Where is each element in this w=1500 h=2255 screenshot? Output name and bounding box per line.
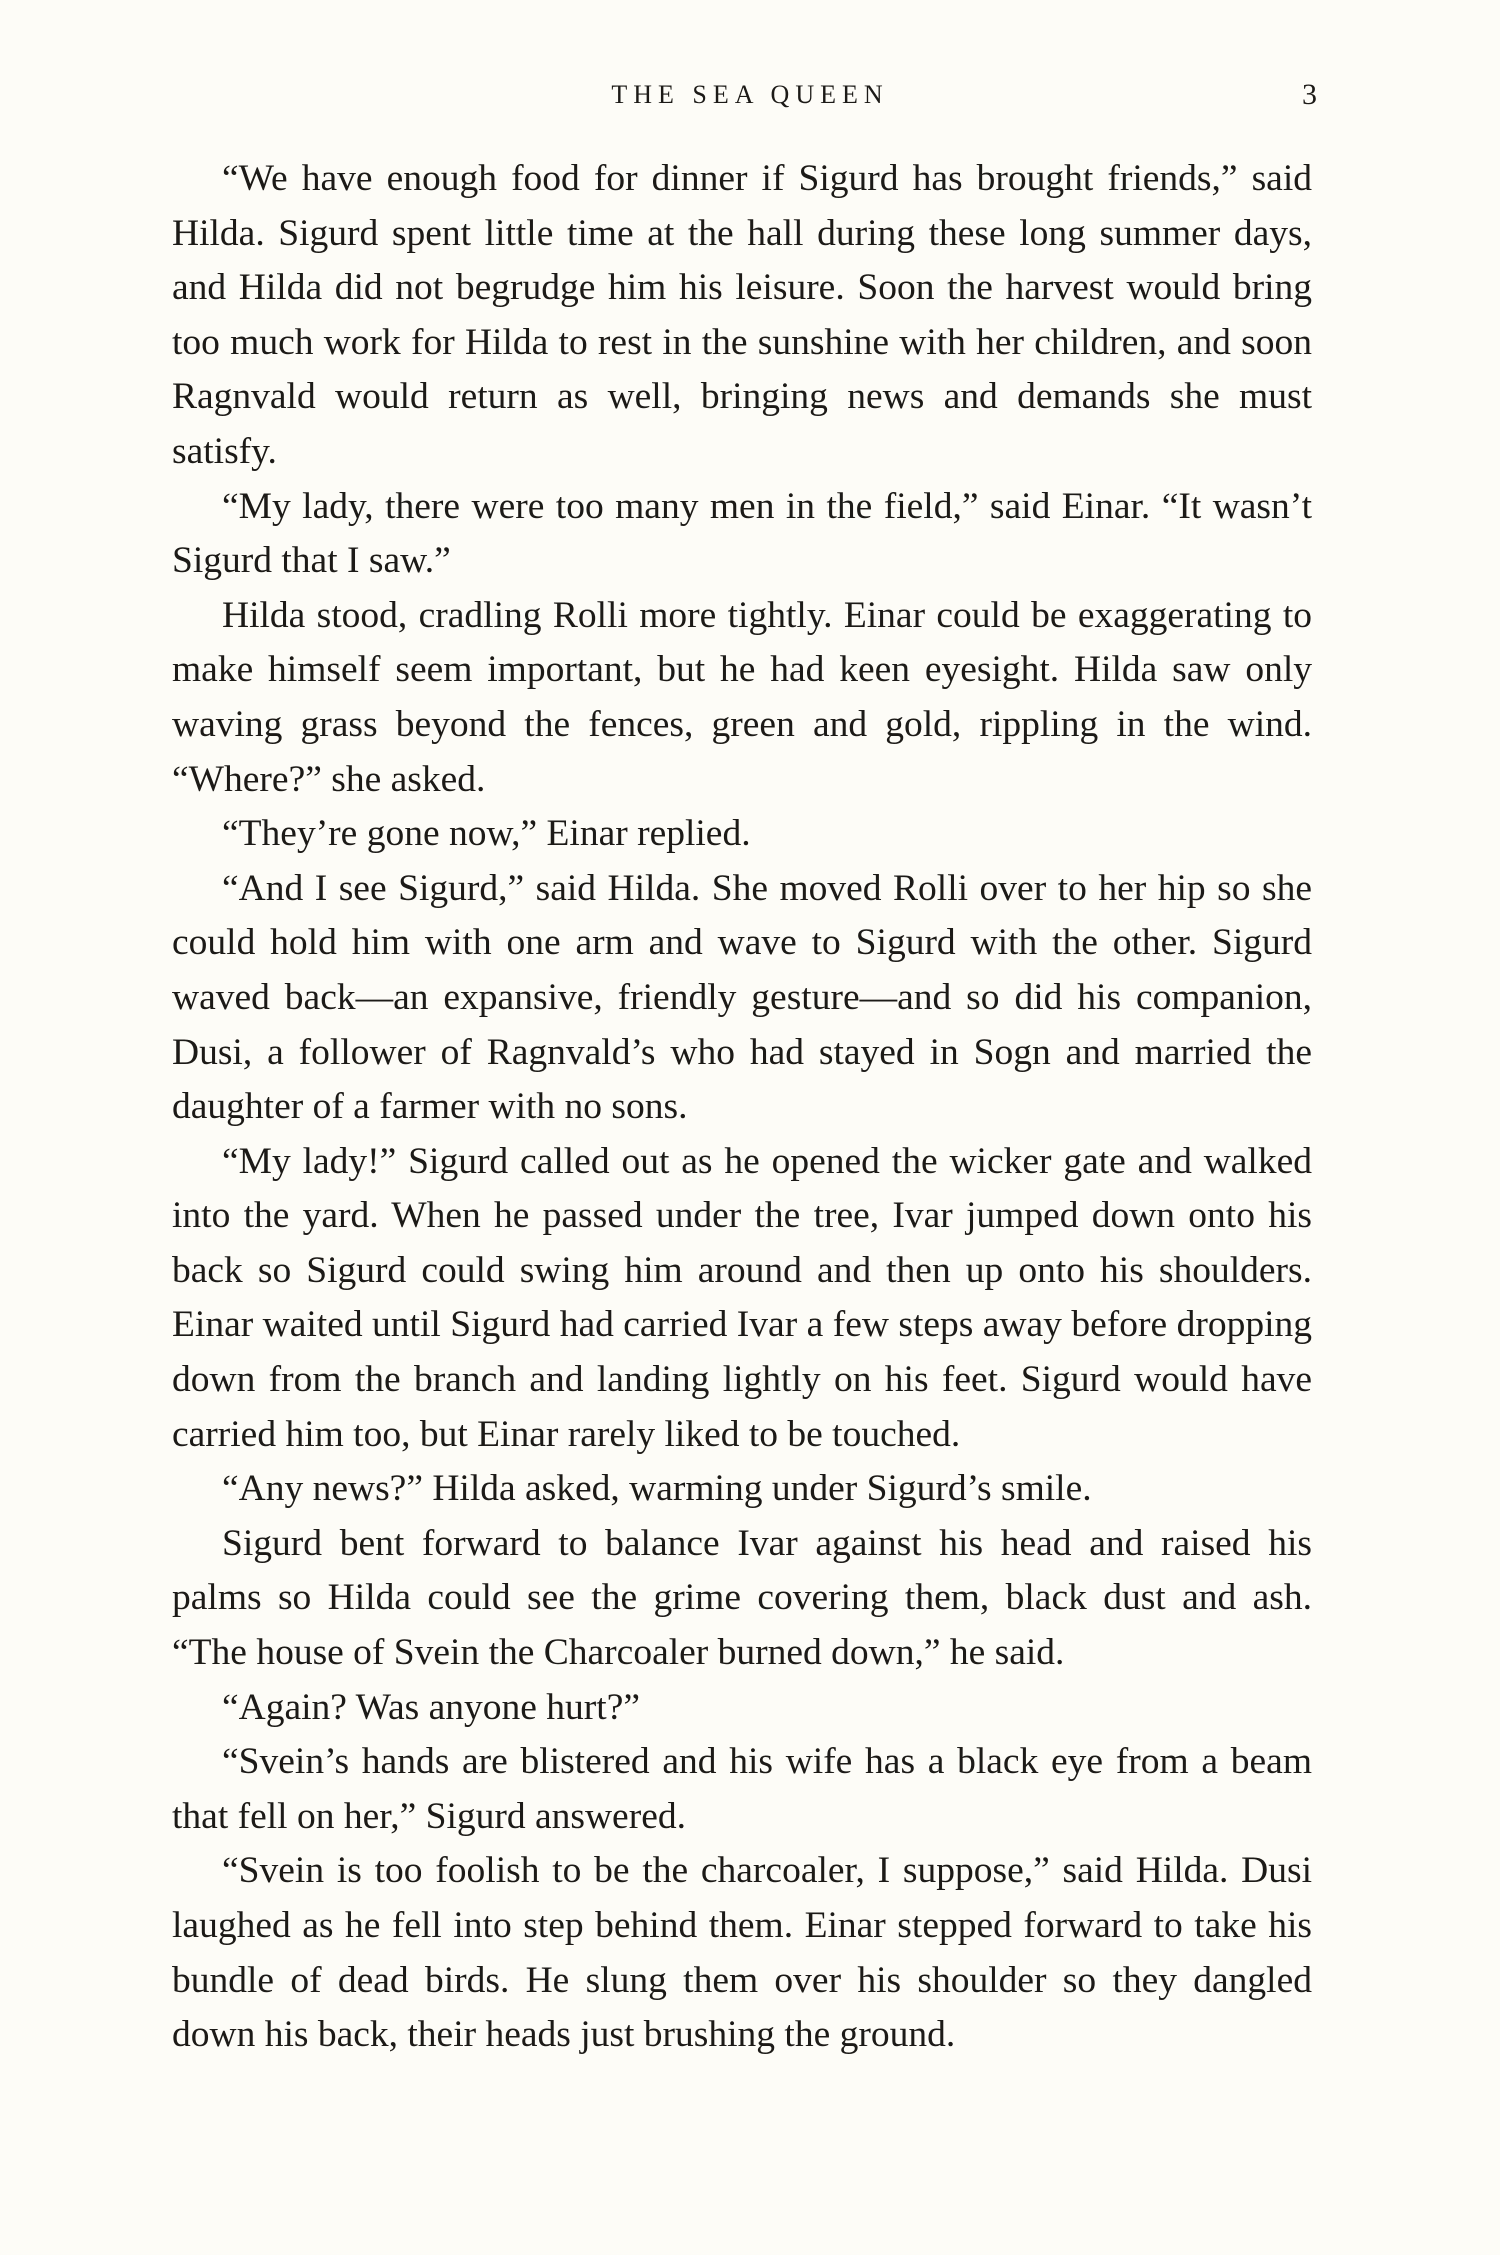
body-text bbox=[172, 152, 1312, 2063]
paragraph: “We have enough food for dinner if Sigurd has brought friends,” said Hilda. Sigurd spent little time at the hall during these long summer days, and Hilda did not begrudge him his leisure. Soon the harvest would bring too much work for Hilda to rest in the sunshine with her children, and soon Ragnvald would return as well, bringing news and demands she must satisfy. bbox=[172, 158, 1312, 472]
paragraph: Sigurd bent forward to balance Ivar against his head and raised his palms so Hilda could see the grime covering them, black dust and ash. “The house of Svein the Charcoaler burned down,” he said. bbox=[172, 1522, 1312, 1674]
paragraph: “Again? Was anyone hurt?” bbox=[222, 1686, 640, 1728]
page-number: 3 bbox=[1302, 78, 1317, 111]
running-title: THE SEA QUEEN bbox=[611, 80, 889, 109]
paragraph: “Svein’s hands are blistered and his wife has a black eye from a beam that fell on her,” Sigurd answered. bbox=[172, 1741, 1312, 1837]
paragraph: Hilda stood, cradling Rolli more tightly. Einar could be exaggerating to make himself seem important, but he had keen eyesight. Hilda saw only waving grass beyond the fences, green and gold, rippling in the wind. “Where?” she asked. bbox=[172, 594, 1312, 800]
paragraph: “And I see Sigurd,” said Hilda. She moved Rolli over to her hip so she could hold him with one arm and wave to Sigurd with the other. Sigurd waved back—an expansive, friendly gesture—and so did his companion, Dusi, a follower of Ragnvald’s who had stayed in Sogn and married the daughter of a farmer with no sons. bbox=[172, 867, 1312, 1128]
paragraph: “Svein is too foolish to be the charcoaler, I suppose,” said Hilda. Dusi laughed as he fell into step behind them. Einar stepped forward to take his bundle of dead birds. He slung them over his shoulder so they dangled down his back, their heads just brushing the ground. bbox=[172, 1850, 1312, 2056]
paragraph: “They’re gone now,” Einar replied. bbox=[222, 813, 751, 855]
paragraph: “Any news?” Hilda asked, warming under Sigurd’s smile. bbox=[222, 1468, 1092, 1510]
running-head bbox=[0, 72, 1500, 112]
paragraph: “My lady!” Sigurd called out as he opened the wicker gate and walked into the yard. When he passed under the tree, Ivar jumped down onto his back so Sigurd could swing him around and then up onto his shoulders. Einar waited until Sigurd had carried Ivar a few steps away before dropping down from the branch and landing lightly on his feet. Sigurd would have carried him too, but Einar rarely liked to be touched. bbox=[172, 1140, 1312, 1455]
paragraph: “My lady, there were too many men in the field,” said Einar. “It wasn’t Sigurd that I saw.” bbox=[172, 485, 1312, 582]
